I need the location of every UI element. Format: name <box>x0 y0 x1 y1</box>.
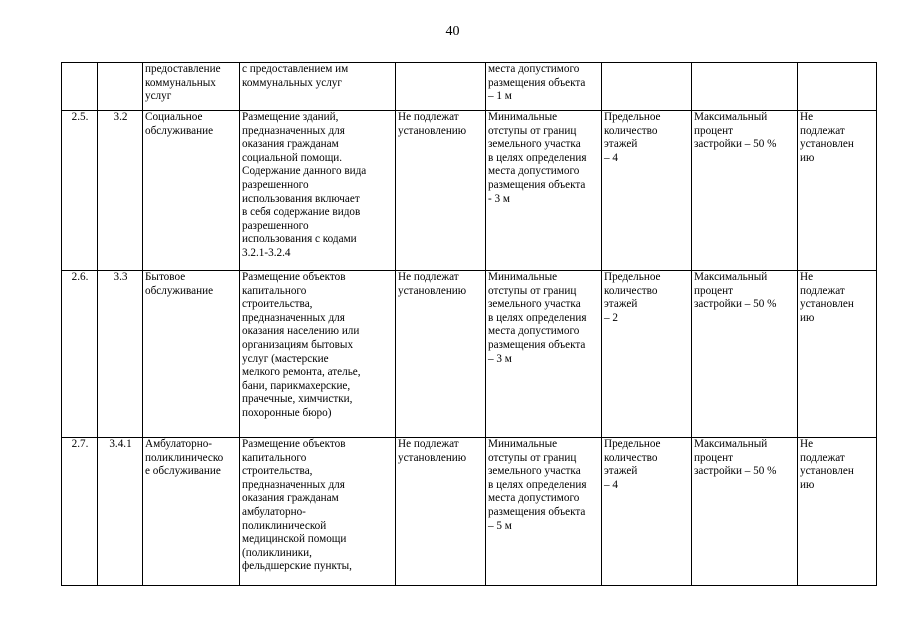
setbacks-cell: места допустимого размещения объекта – 1 м <box>486 63 602 111</box>
coverage-cell: Максимальный процент застройки – 50 % <box>692 111 798 271</box>
table-row <box>62 438 877 586</box>
use-code-cell: 3.4.1 <box>98 438 143 586</box>
coverage-cell <box>692 63 798 111</box>
coverage-cell: Максимальный процент застройки – 50 % <box>692 271 798 438</box>
use-name-cell: предоставление коммунальных услуг <box>143 63 240 111</box>
description-cell: Размещение объектов капитального строительства, предназначенных для оказания населению или организациям бытовых услуг (мастерские мелкого ремонта, ателье, бани, парикмахерские, прачечные, химчистки, похоронные бюро) <box>240 271 396 438</box>
other-params-cell: Не подлежат установлен ию <box>798 438 877 586</box>
plot-area-cell: Не подлежат установлению <box>396 111 486 271</box>
setbacks-cell: Минимальные отступы от границ земельного участка в целях определения места допустимого размещения объекта – 5 м <box>486 438 602 586</box>
description-cell: с предоставлением им коммунальных услуг <box>240 63 396 111</box>
use-name-cell: Социальное обслуживание <box>143 111 240 271</box>
use-code-cell: 3.3 <box>98 271 143 438</box>
table-row <box>62 271 877 438</box>
table-row <box>62 63 877 111</box>
row-number-cell: 2.7. <box>62 438 98 586</box>
other-params-cell: Не подлежат установлен ию <box>798 111 877 271</box>
row-number-cell: 2.6. <box>62 271 98 438</box>
row-number-cell <box>62 63 98 111</box>
zoning-table <box>61 62 877 586</box>
setbacks-cell: Минимальные отступы от границ земельного участка в целях определения места допустимого размещения объекта - 3 м <box>486 111 602 271</box>
other-params-cell: Не подлежат установлен ию <box>798 271 877 438</box>
floors-cell: Предельное количество этажей – 2 <box>602 271 692 438</box>
row-number-cell: 2.5. <box>62 111 98 271</box>
use-name-cell: Амбулаторно- поликлиническо е обслуживание <box>143 438 240 586</box>
plot-area-cell: Не подлежат установлению <box>396 438 486 586</box>
plot-area-cell <box>396 63 486 111</box>
page-number: 40 <box>445 24 460 39</box>
plot-area-cell: Не подлежат установлению <box>396 271 486 438</box>
description-cell: Размещение зданий, предназначенных для оказания гражданам социальной помощи. Содержание данного вида разрешенного использования включает в себя содержание видов разрешенного использования с кодами 3.2.1-3.2.4 <box>240 111 396 271</box>
use-name-cell: Бытовое обслуживание <box>143 271 240 438</box>
setbacks-cell: Минимальные отступы от границ земельного участка в целях определения места допустимого размещения объекта – 3 м <box>486 271 602 438</box>
coverage-cell: Максимальный процент застройки – 50 % <box>692 438 798 586</box>
table-row <box>62 111 877 271</box>
description-cell: Размещение объектов капитального строительства, предназначенных для оказания гражданам амбулаторно- поликлинической медицинской помощи (поликлиники, фельдшерские пункты, <box>240 438 396 586</box>
use-code-cell: 3.2 <box>98 111 143 271</box>
other-params-cell <box>798 63 877 111</box>
floors-cell <box>602 63 692 111</box>
use-code-cell <box>98 63 143 111</box>
floors-cell: Предельное количество этажей – 4 <box>602 438 692 586</box>
floors-cell: Предельное количество этажей – 4 <box>602 111 692 271</box>
